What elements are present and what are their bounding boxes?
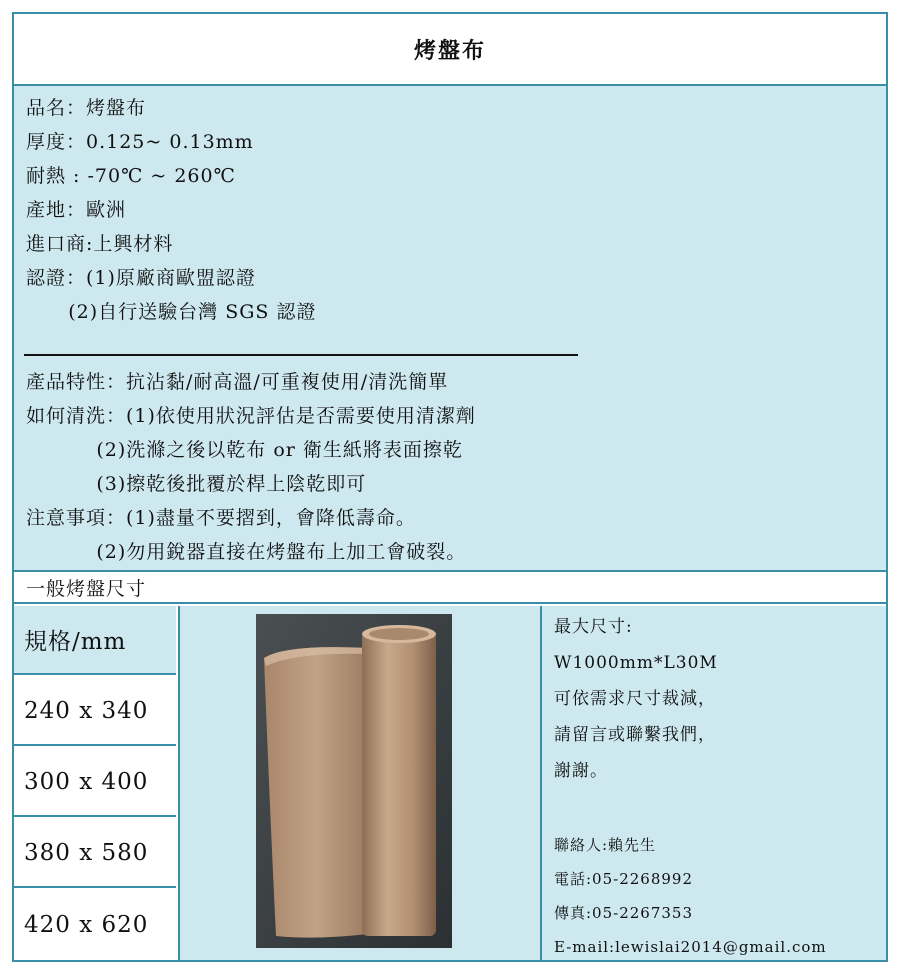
contact-note: 請留言或聯繫我們， <box>554 725 716 745</box>
baking-sheet-photo <box>256 614 452 948</box>
product-photo-cell <box>178 606 542 960</box>
feature-line-notes-2: (2)勿用銳器直接在烤盤布上加工會破裂。 <box>26 541 467 563</box>
contact-phone[interactable]: 電話:05-2268992 <box>554 870 694 888</box>
contact-email[interactable]: E-mail:lewislai2014@gmail.com <box>554 938 827 956</box>
feature-line-notes-1: 注意事項：(1)盡量不要摺到，會降低壽命。 <box>26 507 416 529</box>
info-line-cert-1: 認證：(1)原廠商歐盟認證 <box>26 267 256 289</box>
section-title: 一般烤盤尺寸 <box>14 572 886 604</box>
roll-core <box>369 628 429 640</box>
divider-line <box>24 354 578 356</box>
rolled-sheet <box>362 632 436 936</box>
size-row: 380 x 580 <box>14 819 176 888</box>
contact-person: 聯絡人:賴先生 <box>554 836 657 854</box>
size-row: 300 x 400 <box>14 748 176 817</box>
feature-line-characteristics: 產品特性：抗沾黏/耐高溫/可重複使用/清洗簡單 <box>26 371 449 393</box>
contact-fax: 傳真:05-2267353 <box>554 904 694 922</box>
info-line-cert-2: (2)自行送驗台灣 SGS 認證 <box>26 301 317 323</box>
info-line-origin: 產地：歐洲 <box>26 199 127 221</box>
info-line-heat: 耐熱 : -70℃ ~ 260℃ <box>26 165 236 187</box>
info-line-importer: 進口商:上興材料 <box>26 233 174 255</box>
size-table <box>14 606 176 960</box>
cut-note: 可依需求尺寸裁減， <box>554 689 716 709</box>
feature-line-cleaning-3: (3)擦乾後批覆於桿上陰乾即可 <box>26 473 367 495</box>
size-table-header: 規格/mm <box>14 606 176 675</box>
feature-line-cleaning-2: (2)洗滌之後以乾布 or 衛生紙將表面擦乾 <box>26 439 463 461</box>
page-frame <box>12 12 888 962</box>
flat-sheet <box>264 647 368 937</box>
info-line-name: 品名：烤盤布 <box>26 97 147 119</box>
thanks-note: 謝謝。 <box>554 761 608 781</box>
info-line-thickness: 厚度：0.125~ 0.13mm <box>26 131 254 153</box>
contact-panel <box>542 606 886 960</box>
size-row: 420 x 620 <box>14 890 176 959</box>
max-size-value: W1000mm*L30M <box>554 653 718 673</box>
page-title: 烤盤布 <box>14 14 886 86</box>
feature-line-cleaning-1: 如何清洗：(1)依使用狀況評估是否需要使用清潔劑 <box>26 405 476 427</box>
max-size-label: 最大尺寸: <box>554 617 633 637</box>
product-info-panel <box>14 86 886 572</box>
size-row: 240 x 340 <box>14 677 176 746</box>
